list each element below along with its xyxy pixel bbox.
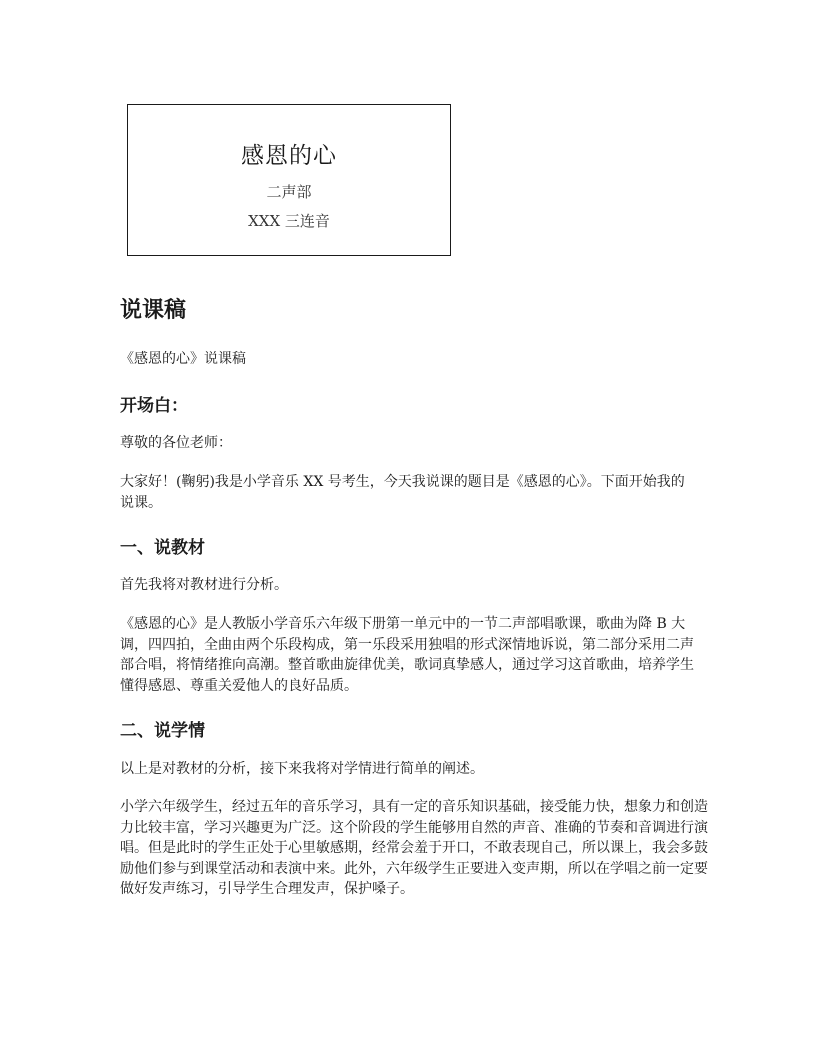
section1-lead-paragraph: 首先我将对教材进行分析。 bbox=[120, 577, 288, 593]
cover-title: 感恩的心 bbox=[241, 143, 337, 169]
title-box bbox=[127, 104, 451, 256]
opening-heading: 开场白： bbox=[120, 396, 188, 416]
section2-lead-paragraph: 以上是对教材的分析，接下来我将对学情进行简单的阐述。 bbox=[120, 761, 484, 777]
cover-subtitle: 二声部 bbox=[266, 183, 312, 201]
greeting-paragraph: 尊敬的各位老师： bbox=[120, 435, 232, 451]
section2-heading: 二、说学情 bbox=[120, 721, 205, 741]
cover-author: XXX 三连音 bbox=[248, 212, 330, 230]
page-heading: 说课稿 bbox=[120, 298, 187, 323]
section1-heading: 一、说教材 bbox=[120, 538, 205, 558]
section1-body-paragraph: 《感恩的心》是人教版小学音乐六年级下册第一单元中的一节二声部唱歌课，歌曲为降 B 大调，四四拍，全曲由两个乐段构成，第一乐段采用独唱的形式深情地诉说，第二部分采用二声部合唱，将情绪推向高潮。整首歌曲旋律优美，歌词真挚感人，通过学习这首歌曲，培养学生懂得感恩、尊重关爱他人的良好品质。 bbox=[120, 616, 694, 694]
intro-paragraph: 大家好！(鞠躬)我是小学音乐 XX 号考生，今天我说课的题目是《感恩的心》。下面开始我的说课。 bbox=[120, 474, 685, 511]
doc-title: 《感恩的心》说课稿 bbox=[120, 351, 246, 367]
section2-body-paragraph: 小学六年级学生，经过五年的音乐学习，具有一定的音乐知识基础，接受能力快，想象力和创造力比较丰富，学习兴趣更为广泛。这个阶段的学生能够用自然的声音、准确的节奏和音调进行演唱。但是此时的学生正处于心里敏感期，经常会羞于开口，不敢表现自己，所以课上，我会多鼓励他们参与到课堂活动和表演中来。此外，六年级学生正要进入变声期，所以在学唱之前一定要做好发声练习，引导学生合理发声，保护嗓子。 bbox=[120, 799, 708, 897]
